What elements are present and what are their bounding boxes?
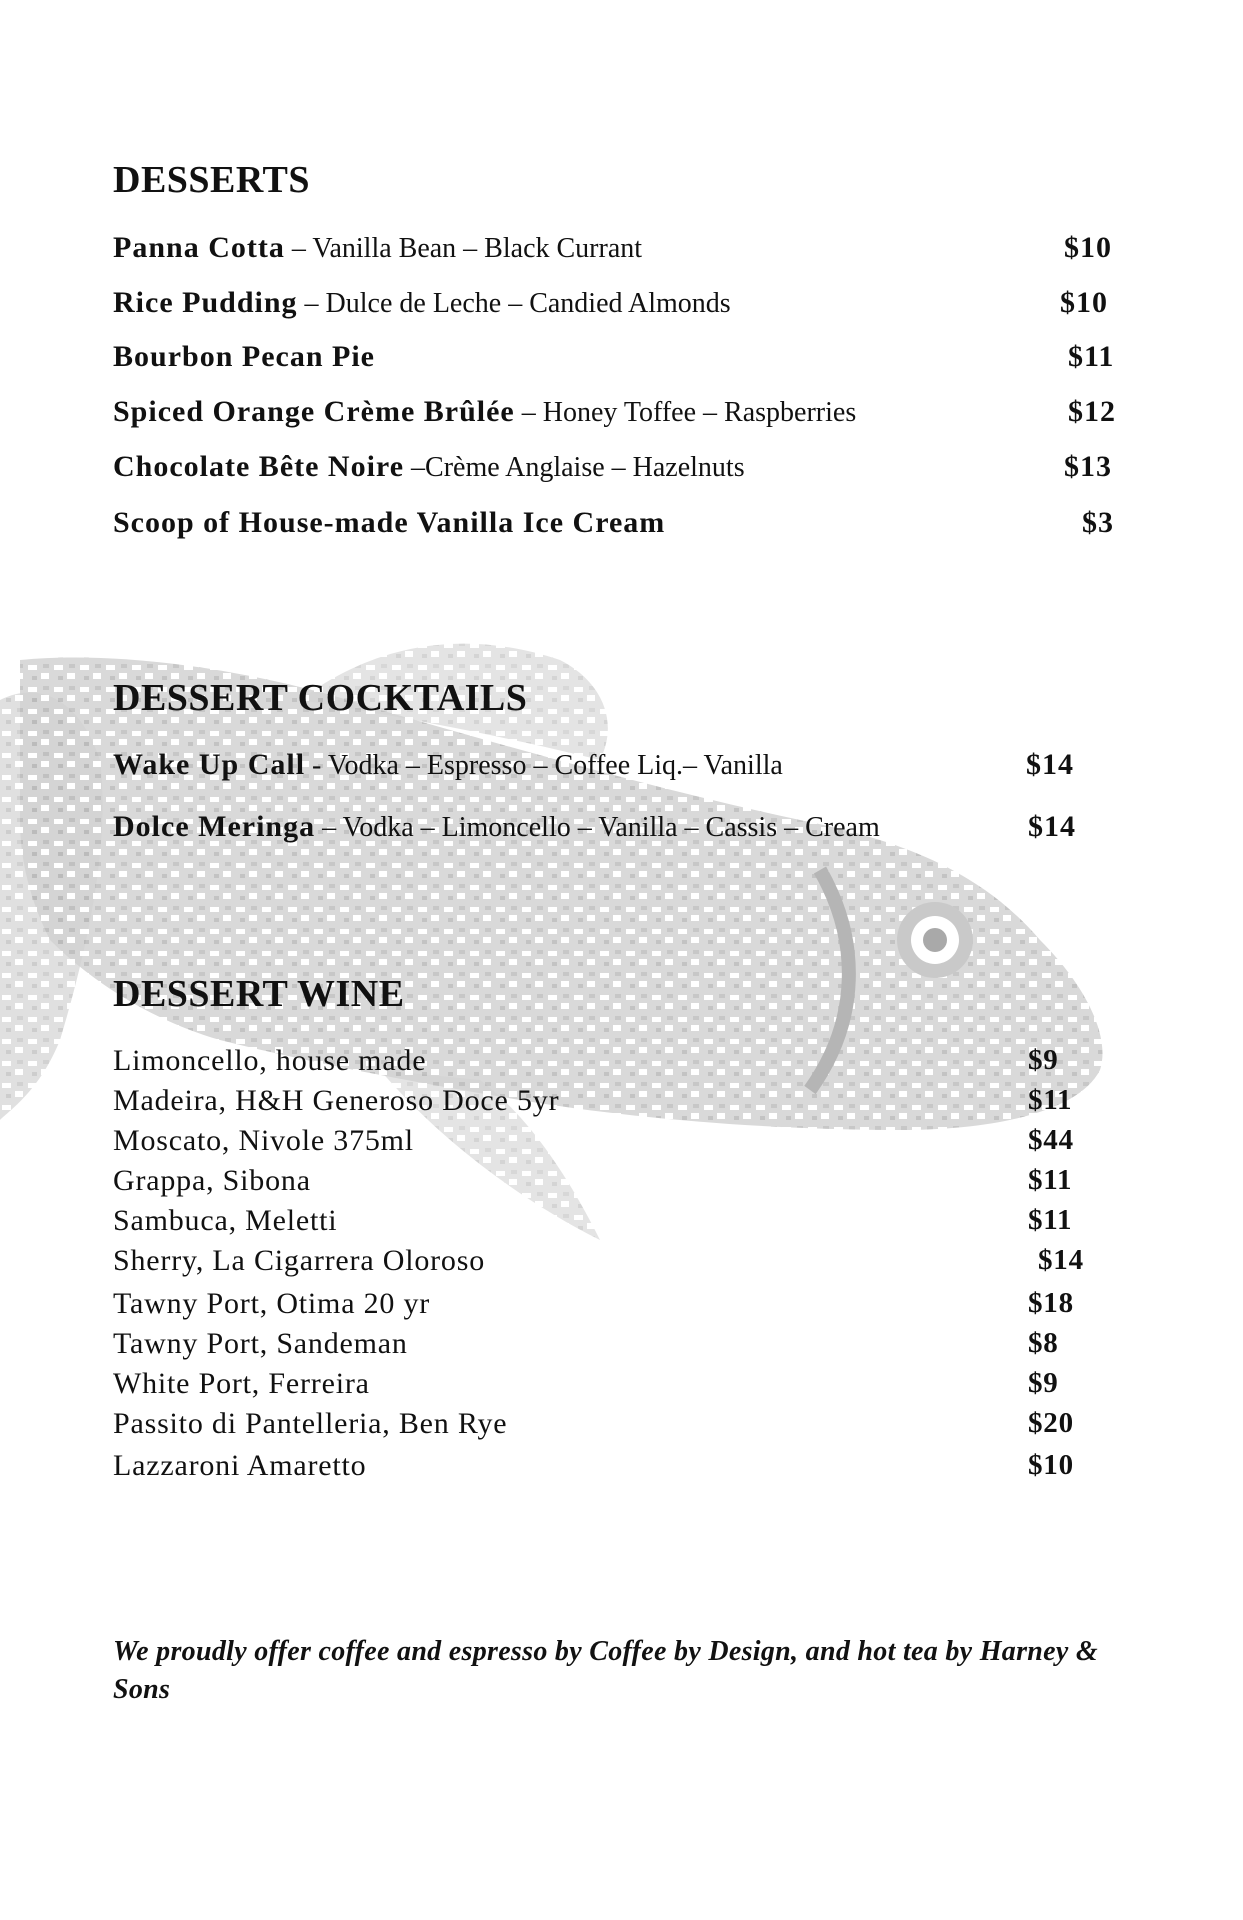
- dessert-name: Panna Cotta: [113, 231, 285, 264]
- dessert-price: $11: [1068, 340, 1115, 373]
- dessert-item: [113, 342, 375, 372]
- cocktail-name: Dolce Meringa: [113, 810, 316, 843]
- dessert-item: [113, 233, 642, 263]
- dessert-name: Spiced Orange Crème Brûlée: [113, 395, 515, 428]
- dessert-desc: Honey Toffee – Raspberries: [542, 397, 857, 428]
- cocktail-item: [113, 750, 783, 780]
- dessert-price: $3: [1082, 506, 1114, 539]
- dessert-price: $10: [1060, 286, 1108, 319]
- wine-price: $9: [1028, 1044, 1059, 1076]
- dessert-name: Rice Pudding: [113, 286, 298, 319]
- wine-name: Sherry, La Cigarrera Oloroso: [113, 1244, 485, 1277]
- dessert-name: Scoop of House-made Vanilla Ice Cream: [113, 506, 666, 539]
- cocktail-price: $14: [1028, 810, 1076, 843]
- wine-price: $18: [1028, 1287, 1074, 1319]
- cocktails-heading: DESSERT COCKTAILS: [113, 677, 528, 719]
- dessert-sep: –: [284, 233, 313, 264]
- dessert-name: Chocolate Bête Noire: [113, 450, 405, 483]
- dessert-item: [113, 452, 745, 482]
- wine-price: $11: [1028, 1084, 1073, 1116]
- dessert-sep: –: [297, 288, 326, 319]
- dessert-desc: Vanilla Bean – Black Currant: [312, 233, 643, 264]
- wine-name: Passito di Pantelleria, Ben Rye: [113, 1407, 508, 1440]
- coffee-tea-note: We proudly offer coffee and espresso by Coffee by Design, and hot tea by Harney & Sons: [113, 1636, 1098, 1705]
- desserts-heading: DESSERTS: [113, 159, 310, 201]
- wine-price: $9: [1028, 1367, 1059, 1399]
- dessert-name: Bourbon Pecan Pie: [113, 340, 375, 373]
- dessert-price: $13: [1064, 450, 1112, 483]
- cocktail-sep: -: [305, 750, 328, 781]
- cocktail-sep: –: [315, 812, 343, 843]
- cocktail-desc: Vodka – Espresso – Coffee Liq.– Vanilla: [327, 750, 783, 781]
- wine-name: Grappa, Sibona: [113, 1164, 311, 1197]
- wine-price: $44: [1028, 1124, 1074, 1156]
- wine-name: Moscato, Nivole 375ml: [113, 1124, 414, 1157]
- cocktail-desc: Vodka – Limoncello – Vanilla – Cassis – Cream: [342, 812, 880, 843]
- dessert-price: $12: [1068, 395, 1116, 428]
- wine-price: $10: [1028, 1449, 1074, 1481]
- dessert-desc: Dulce de Leche – Candied Almonds: [325, 288, 731, 319]
- cocktail-price: $14: [1026, 748, 1074, 781]
- dessert-desc: Crème Anglaise – Hazelnuts: [425, 452, 745, 483]
- dessert-sep: –: [514, 397, 543, 428]
- wine-name: Tawny Port, Otima 20 yr: [113, 1287, 431, 1320]
- wine-price: $8: [1028, 1327, 1059, 1359]
- wine-price: $14: [1038, 1244, 1084, 1276]
- wine-name: White Port, Ferreira: [113, 1367, 370, 1400]
- dessert-item: [113, 288, 731, 318]
- wine-price: $11: [1028, 1164, 1073, 1196]
- wine-name: Tawny Port, Sandeman: [113, 1327, 408, 1360]
- dessert-price: $10: [1064, 231, 1112, 264]
- wine-name: Lazzaroni Amaretto: [113, 1449, 367, 1482]
- wine-heading: DESSERT WINE: [113, 973, 405, 1015]
- wine-price: $11: [1028, 1204, 1073, 1236]
- wine-price: $20: [1028, 1407, 1074, 1439]
- wine-name: Madeira, H&H Generoso Doce 5yr: [113, 1084, 560, 1117]
- dessert-item: [113, 397, 856, 427]
- wine-name: Limoncello, house made: [113, 1044, 427, 1077]
- wine-name: Sambuca, Meletti: [113, 1204, 338, 1237]
- cocktail-name: Wake Up Call: [113, 748, 306, 781]
- dessert-sep: –: [404, 452, 426, 483]
- dessert-item: [113, 508, 665, 538]
- cocktail-item: [113, 812, 880, 842]
